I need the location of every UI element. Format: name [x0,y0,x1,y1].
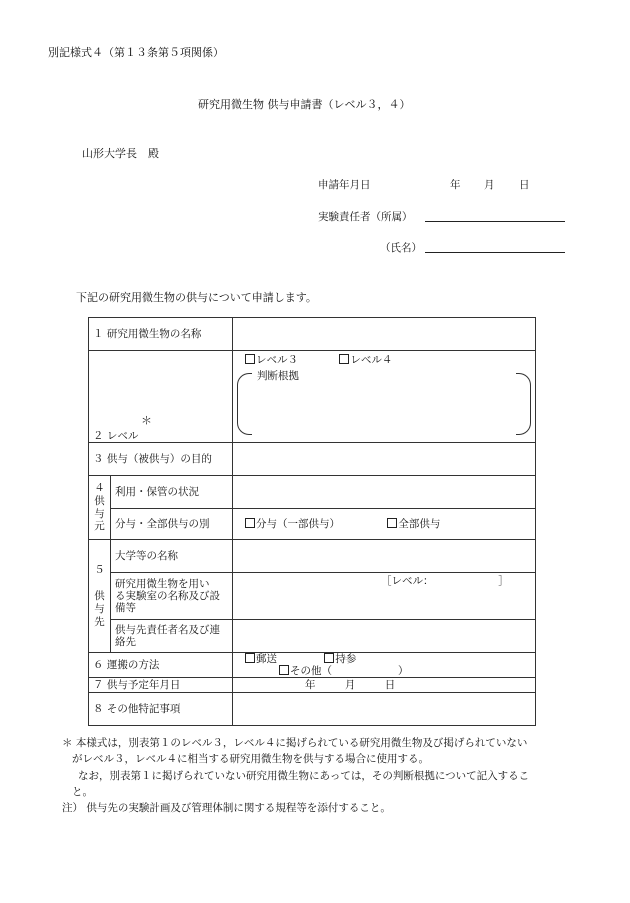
application-table [88,317,536,726]
right-bracket [516,373,531,435]
recipient-number: ５ [94,563,105,576]
laboratory-label-line: 研究用微生物を用い [115,577,210,590]
level4-label: レベル４ [350,354,393,366]
transport-label: ６ 運搬の方法 [89,653,233,678]
scheduled-year: 年 [305,679,316,692]
table-row [89,476,536,509]
level-label-cell [89,351,233,443]
table-row [89,509,536,540]
recipient-char: 供 [94,590,105,603]
checkbox-icon[interactable] [279,665,289,675]
contact-label [111,620,233,653]
name-field[interactable] [425,252,565,253]
date-year-label: 年 [450,179,461,191]
recipient-char: 与 [94,603,105,615]
level3-label: レベル３ [256,354,298,366]
date-month-label: 月 [484,179,495,191]
laboratory-label-line: る実験室の名称及び設 [115,589,220,602]
checkbox-icon[interactable] [387,518,397,528]
recipient-char: 先 [94,615,105,628]
checkbox-icon[interactable] [339,354,349,364]
other-option[interactable] [279,665,409,677]
laboratory-field[interactable] [233,573,536,620]
asterisk-mark: ＊ [141,414,152,427]
mail-label: 郵送 [256,653,277,665]
checkbox-icon[interactable] [324,653,334,663]
institution-name-field[interactable] [233,540,536,573]
table-row [89,620,536,653]
purpose-field[interactable] [233,443,536,476]
scheduled-date-field[interactable] [233,678,536,693]
note-attachment: 注） 供与先の実験計画及び管理体制に関する規程等を添付すること。 [62,802,391,814]
document-title: 研究用微生物 供与申請書（レベル３，４） [198,98,411,111]
institution-name-label: 大学等の名称 [111,540,233,573]
checkbox-icon[interactable] [245,653,255,663]
note-asterisk-line: がレベル３，レベル４に相当する研究用微生物を供与する場合に使用する。 [72,753,429,765]
supplier-group-label [89,476,111,540]
contact-label-line: 供与先責任者名及び連 [115,623,220,636]
usage-status-field[interactable] [233,476,536,509]
distribution-type-label: 分与・全部供与の別 [111,509,233,540]
other-remarks-field[interactable] [233,693,536,726]
supplier-char: 与 [94,507,105,520]
form-reference: 別記様式４（第１３条第５項関係） [48,46,224,59]
level-label: ２ レベル [93,430,139,442]
table-row [89,540,536,573]
usage-status-label: 利用・保管の状況 [111,476,233,509]
contact-field[interactable] [233,620,536,653]
note-asterisk-line: ＊ 本様式は，別表第１のレベル３，レベル４に掲げられている研究用微生物及び掲げられていない [62,737,528,749]
responsible-person-label: 実験責任者（所属） [318,211,413,223]
table-row [89,318,536,351]
contact-label-line: 絡先 [115,636,136,648]
table-row [89,573,536,620]
other-label: その他（ [290,665,332,678]
transport-cell [233,653,536,678]
mail-option[interactable] [245,653,277,665]
level-bracket-close: ］ [498,575,509,587]
checkbox-icon[interactable] [245,354,255,364]
purpose-label: ３ 供与（被供与）の目的 [89,443,233,476]
level3-option[interactable] [245,354,298,366]
microbe-name-field[interactable] [233,318,536,351]
table-row [89,351,536,443]
name-label: （氏名） [380,242,422,254]
table-row [89,678,536,693]
intro-text: 下記の研究用微生物の供与について申請します。 [76,291,317,304]
supplier-char: 元 [94,520,105,533]
table-row [89,653,536,678]
distribution-type-cell [233,509,536,540]
laboratory-label-line: 備等 [115,602,136,615]
level-field-cell [233,351,536,443]
application-date-label: 申請年月日 [318,179,371,191]
addressee: 山形大学長 殿 [82,147,159,160]
supplier-number: ４ [94,482,105,495]
supplier-char: 供 [94,494,105,507]
bring-option[interactable] [324,653,356,665]
left-bracket [237,373,252,435]
level4-option[interactable] [339,354,392,366]
checkbox-icon[interactable] [245,518,255,528]
other-remarks-label: ８ その他特記事項 [89,693,233,726]
table-row [89,443,536,476]
full-label: 全部供与 [398,517,441,530]
laboratory-label [111,573,233,620]
level-bracket-open: ［レベル： [381,575,429,587]
recipient-group-label [89,540,111,653]
microbe-name-label: １ 研究用微生物の名称 [89,318,233,351]
affiliation-field[interactable] [425,221,565,222]
scheduled-date-label: ７ 供与予定年月日 [89,678,233,693]
date-day-label: 日 [519,179,530,191]
judgment-basis-label: 判断根拠 [257,370,299,382]
partial-option[interactable] [245,518,340,530]
partial-label: 分与（一部供与） [256,517,340,530]
other-close: ） [398,665,409,678]
table-row [89,693,536,726]
note-asterisk-line: と。 [72,786,93,798]
full-option[interactable] [387,518,440,530]
scheduled-month: 月 [344,679,356,692]
bring-label: 持参 [335,653,357,665]
note-asterisk-line: なお，別表第１に掲げられていない研究用微生物にあっては，その判断根拠について記入するこ [78,770,530,782]
scheduled-day: 日 [384,679,396,692]
